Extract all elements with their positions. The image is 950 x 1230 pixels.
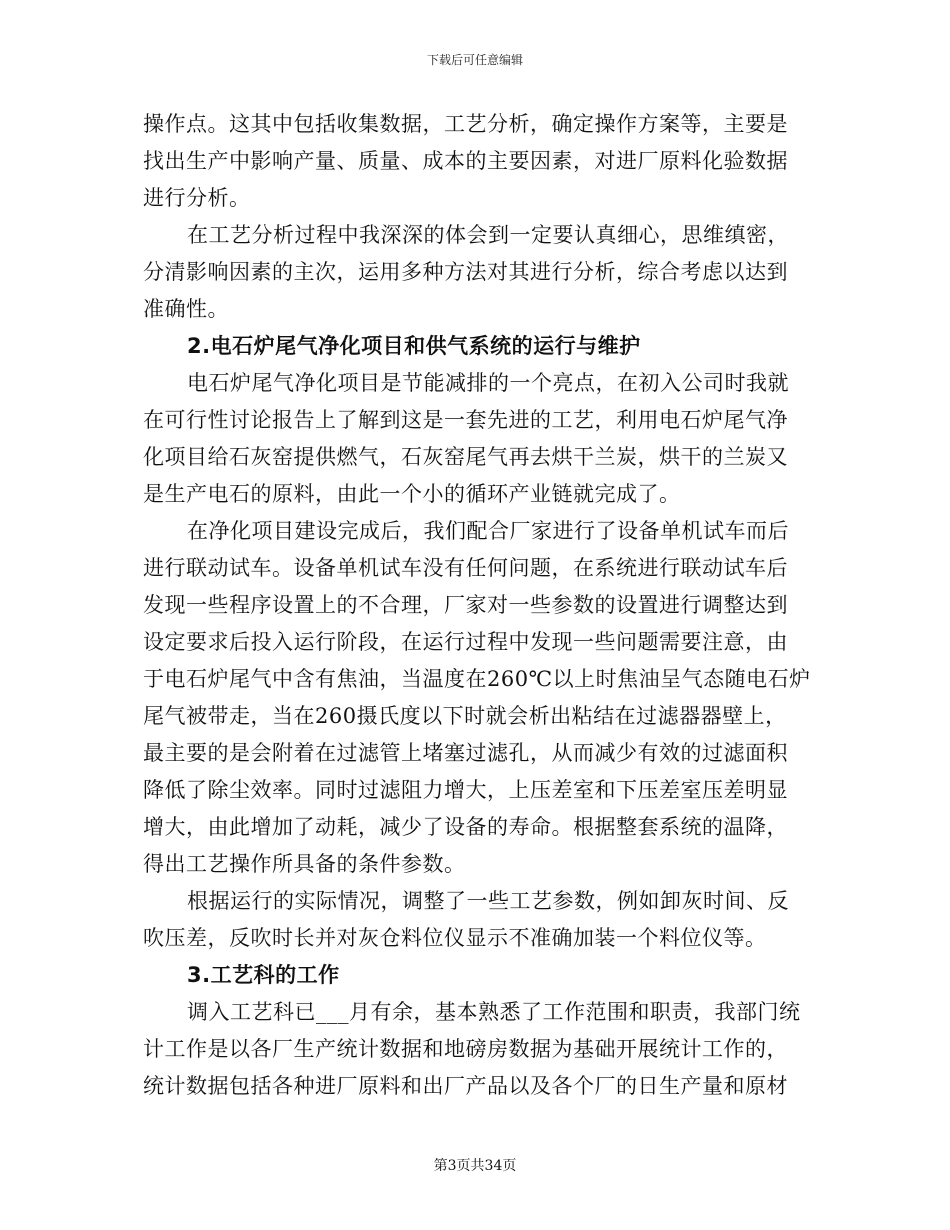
text-line: 准确性。 <box>143 297 229 321</box>
page-header: 下载后可任意编辑 <box>426 53 523 67</box>
text-line: 增大，由此增加了动耗，减少了设备的寿命。根据整套系统的温降， <box>143 815 788 839</box>
text-line: 降低了除尘效率。同时过滤阻力增大，上压差室和下压差室压差明显 <box>143 778 788 802</box>
text-line: 进行分析。 <box>143 186 251 210</box>
text-line: 设定要求后投入运行阶段，在运行过程中发现一些问题需要注意，由 <box>143 630 788 654</box>
text-line: 得出工艺操作所具备的条件参数。 <box>143 852 466 876</box>
text-line: 最主要的是会附着在过滤管上堵塞过滤孔，从而减少有效的过滤面积 <box>143 741 788 765</box>
text-line: 于电石炉尾气中含有焦油，当温度在260℃以上时焦油呈气态随电石炉 <box>143 667 811 691</box>
paragraph-start-line: 电石炉尾气净化项目是节能减排的一个亮点，在初入公司时我就 <box>187 371 789 395</box>
text-line: 在可行性讨论报告上了解到这是一套先进的工艺，利用电石炉尾气净 <box>143 408 788 432</box>
text-line: 是生产电石的原料，由此一个小的循环产业链就完成了。 <box>143 482 681 506</box>
text-line: 统计数据包括各种进厂原料和出厂产品以及各个厂的日生产量和原材 <box>143 1074 788 1098</box>
text-line: 吹压差，反吹时长并对灰仓料位仪显示不准确加装一个料位仪等。 <box>143 926 767 950</box>
paragraph-start-line: 根据运行的实际情况，调整了一些工艺参数，例如卸灰时间、反 <box>187 889 789 913</box>
text-line: 操作点。这其中包括收集数据，工艺分析，确定操作方案等，主要是 <box>143 112 788 136</box>
text-line: 计工作是以各厂生产统计数据和地磅房数据为基础开展统计工作的， <box>143 1037 788 1061</box>
page-number-footer: 第3页共34页 <box>433 1158 517 1174</box>
text-line: 进行联动试车。设备单机试车没有任何问题，在系统进行联动试车后 <box>143 556 788 580</box>
text-line: 化项目给石灰窑提供燃气，石灰窑尾气再去烘干兰炭，烘干的兰炭又 <box>143 445 788 469</box>
section-heading-3: 3.工艺科的工作 <box>187 963 340 987</box>
text-line: 尾气被带走，当在260摄氏度以下时就会析出粘结在过滤器器壁上， <box>143 704 787 728</box>
section-heading-2: 2.电石炉尾气净化项目和供气系统的运行与维护 <box>187 334 641 358</box>
text-line: 分清影响因素的主次，运用多种方法对其进行分析，综合考虑以达到 <box>143 260 788 284</box>
document-body <box>143 106 813 1105</box>
paragraph-start-line: 调入工艺科已___月有余，基本熟悉了工作范围和职责，我部门统 <box>187 1000 801 1024</box>
paragraph-start-line: 在净化项目建设完成后，我们配合厂家进行了设备单机试车而后 <box>187 519 789 543</box>
text-line: 发现一些程序设置上的不合理，厂家对一些参数的设置进行调整达到 <box>143 593 788 617</box>
paragraph-start-line: 在工艺分析过程中我深深的体会到一定要认真细心，思维缜密， <box>187 223 789 247</box>
text-line: 找出生产中影响产量、质量、成本的主要因素，对进厂原料化验数据 <box>143 149 788 173</box>
